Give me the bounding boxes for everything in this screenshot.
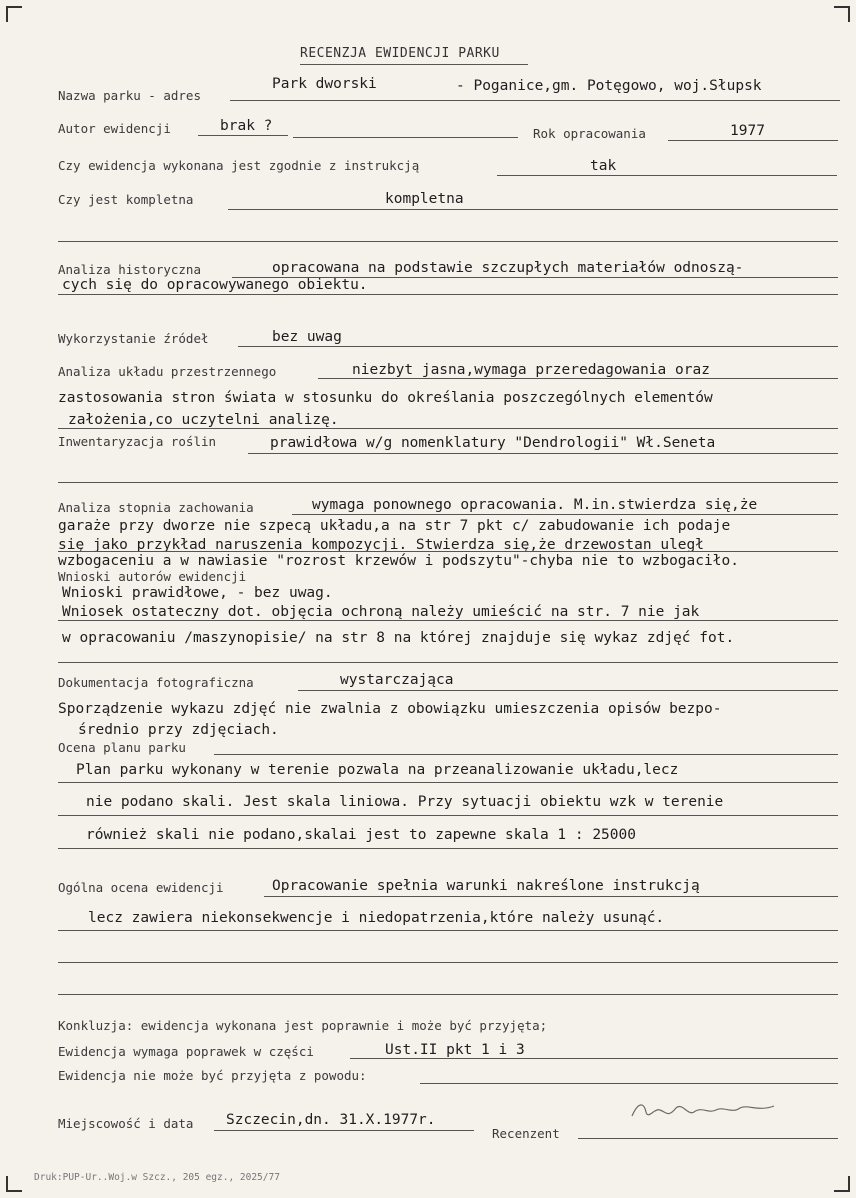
history-value: opracowana na podstawie szczupłych materiałów odnoszą- <box>272 260 744 276</box>
history-value-cont: cych się do opracowywanego obiektu. <box>62 277 368 293</box>
field-line <box>298 690 838 691</box>
conclusions-value-cont: w opracowaniu /maszynopisie/ na str 8 na której znajduje się wykaz zdjęć fot. <box>62 630 735 646</box>
field-line <box>58 620 838 621</box>
place-date-value: Szczecin,dn. 31.X.1977r. <box>226 1112 436 1128</box>
title-underline <box>300 64 528 65</box>
field-line <box>293 137 518 138</box>
field-line <box>668 140 838 141</box>
author-label: Autor ewidencji <box>58 121 171 136</box>
place-date-label: Miejscowość i data <box>58 1116 194 1131</box>
corner-mark <box>6 6 22 22</box>
preservation-value-cont: garaże przy dworze nie szpecą układu,a na str 7 pkt c/ zabudowanie ich podaje <box>58 518 731 534</box>
field-line <box>58 662 838 663</box>
layout-value-cont: założenia,co uczytelni analizę. <box>68 412 339 428</box>
photo-doc-value-cont: Sporządzenie wykazu zdjęć nie zwalnia z obowiązku umieszczenia opisów bezpo- <box>58 701 722 717</box>
preservation-value-cont: się jako przykład naruszenia kompozycji. Stwierdza się,że drzewostan uległ <box>58 537 705 553</box>
inventory-value: prawidłowa w/g nomenklatury "Dendrologii" Wł.Seneta <box>270 435 716 451</box>
overall-value: Opracowanie spełnia warunki nakreślone instrukcją <box>272 878 700 894</box>
corner-mark <box>834 1176 850 1192</box>
field-line <box>198 135 288 136</box>
print-footer: Druk:PUP-Ur..Woj.w Szcz., 205 egz., 2025/77 <box>34 1172 280 1183</box>
field-line <box>58 428 838 429</box>
photo-doc-value: wystarczająca <box>340 672 454 688</box>
instruction-label: Czy ewidencja wykonana jest zgodnie z instrukcją <box>58 158 420 173</box>
instruction-value: tak <box>590 158 617 174</box>
park-name-value: Park dworski <box>272 76 377 92</box>
field-line <box>58 815 838 816</box>
field-line <box>228 209 838 210</box>
preservation-value-cont: wzbogaceniu a w nawiasie "rozrost krzewów i podszytu"-chyba nie to wzbogaciło. <box>58 553 739 569</box>
field-line <box>58 482 838 483</box>
sources-value: bez uwag <box>272 329 342 345</box>
year-label: Rok opracowania <box>533 126 646 141</box>
park-address-value: - Poganice,gm. Potęgowo, woj.Słupsk <box>456 78 762 94</box>
park-plan-value-cont: nie podano skali. Jest skala liniowa. Przy sytuacji obiektu wzk w terenie <box>86 794 724 810</box>
form-title: RECENZJA EWIDENCJI PARKU <box>300 46 500 61</box>
field-line <box>318 378 838 379</box>
conclusions-value: Wnioski prawidłowe, - bez uwag. <box>62 585 333 601</box>
park-plan-value-cont: również skali nie podano,skalai jest to zapewne skala 1 : 25000 <box>86 827 636 843</box>
preservation-label: Analiza stopnia zachowania <box>58 500 254 515</box>
conclusion-line-1: Konkluzja: ewidencja wykonana jest poprawnie i może być przyjęta; <box>58 1018 548 1033</box>
field-line <box>58 994 838 995</box>
field-line <box>292 514 838 515</box>
field-line <box>58 294 838 295</box>
park-name-label: Nazwa parku - adres <box>58 88 201 103</box>
complete-value: kompletna <box>385 191 464 207</box>
layout-value: niezbyt jasna,wymaga przeredagowania oraz <box>352 362 710 378</box>
park-plan-value: Plan parku wykonany w terenie pozwala na przeanalizowanie układu,lecz <box>76 762 679 778</box>
field-line <box>264 896 838 897</box>
history-label: Analiza historyczna <box>58 262 201 277</box>
author-value: brak ? <box>220 118 273 134</box>
inventory-label: Inwentaryzacja roślin <box>58 434 217 449</box>
reviewer-signature <box>628 1098 778 1124</box>
conclusion-line-3: Ewidencja nie może być przyjęta z powodu: <box>58 1068 367 1083</box>
field-line <box>230 100 840 101</box>
field-line <box>58 551 838 552</box>
conclusions-value-cont: Wniosek ostateczny dot. objęcia ochroną należy umieścić na str. 7 nie jak <box>62 604 700 620</box>
preservation-value: wymaga ponownego opracowania. M.in.stwierdza się,że <box>312 497 758 513</box>
layout-label: Analiza układu przestrzennego <box>58 364 277 379</box>
field-line <box>58 930 838 931</box>
year-value: 1977 <box>730 123 765 139</box>
sources-label: Wykorzystanie źródeł <box>58 331 209 346</box>
field-line <box>420 1083 838 1084</box>
conclusion-line-2: Ewidencja wymaga poprawek w części <box>58 1044 314 1059</box>
field-line <box>58 241 838 242</box>
conclusions-label: Wnioski autorów ewidencji <box>58 569 247 584</box>
complete-label: Czy jest kompletna <box>58 192 194 207</box>
overall-label: Ogólna ocena ewidencji <box>58 880 224 895</box>
corner-mark <box>834 6 850 22</box>
overall-value-cont: lecz zawiera niekonsekwencje i niedopatrzenia,które należy usunąć. <box>88 910 665 926</box>
photo-doc-value-cont: średnio przy zdjęciach. <box>78 722 279 738</box>
conclusion-line-2-value: Ust.II pkt 1 i 3 <box>385 1042 525 1058</box>
layout-value-cont: zastosowania stron świata w stosunku do określania poszczególnych elementów <box>58 390 713 406</box>
photo-doc-label: Dokumentacja fotograficzna <box>58 675 254 690</box>
corner-mark <box>6 1176 22 1192</box>
field-line <box>214 754 838 755</box>
field-line <box>350 1058 838 1059</box>
field-line <box>214 1130 474 1131</box>
reviewer-label: Recenzent <box>492 1126 560 1141</box>
field-line <box>58 782 838 783</box>
park-plan-label: Ocena planu parku <box>58 740 186 755</box>
field-line <box>248 453 838 454</box>
field-line <box>497 175 837 176</box>
signature-line <box>578 1138 838 1139</box>
field-line <box>238 346 838 347</box>
field-line <box>58 962 838 963</box>
field-line <box>58 848 838 849</box>
